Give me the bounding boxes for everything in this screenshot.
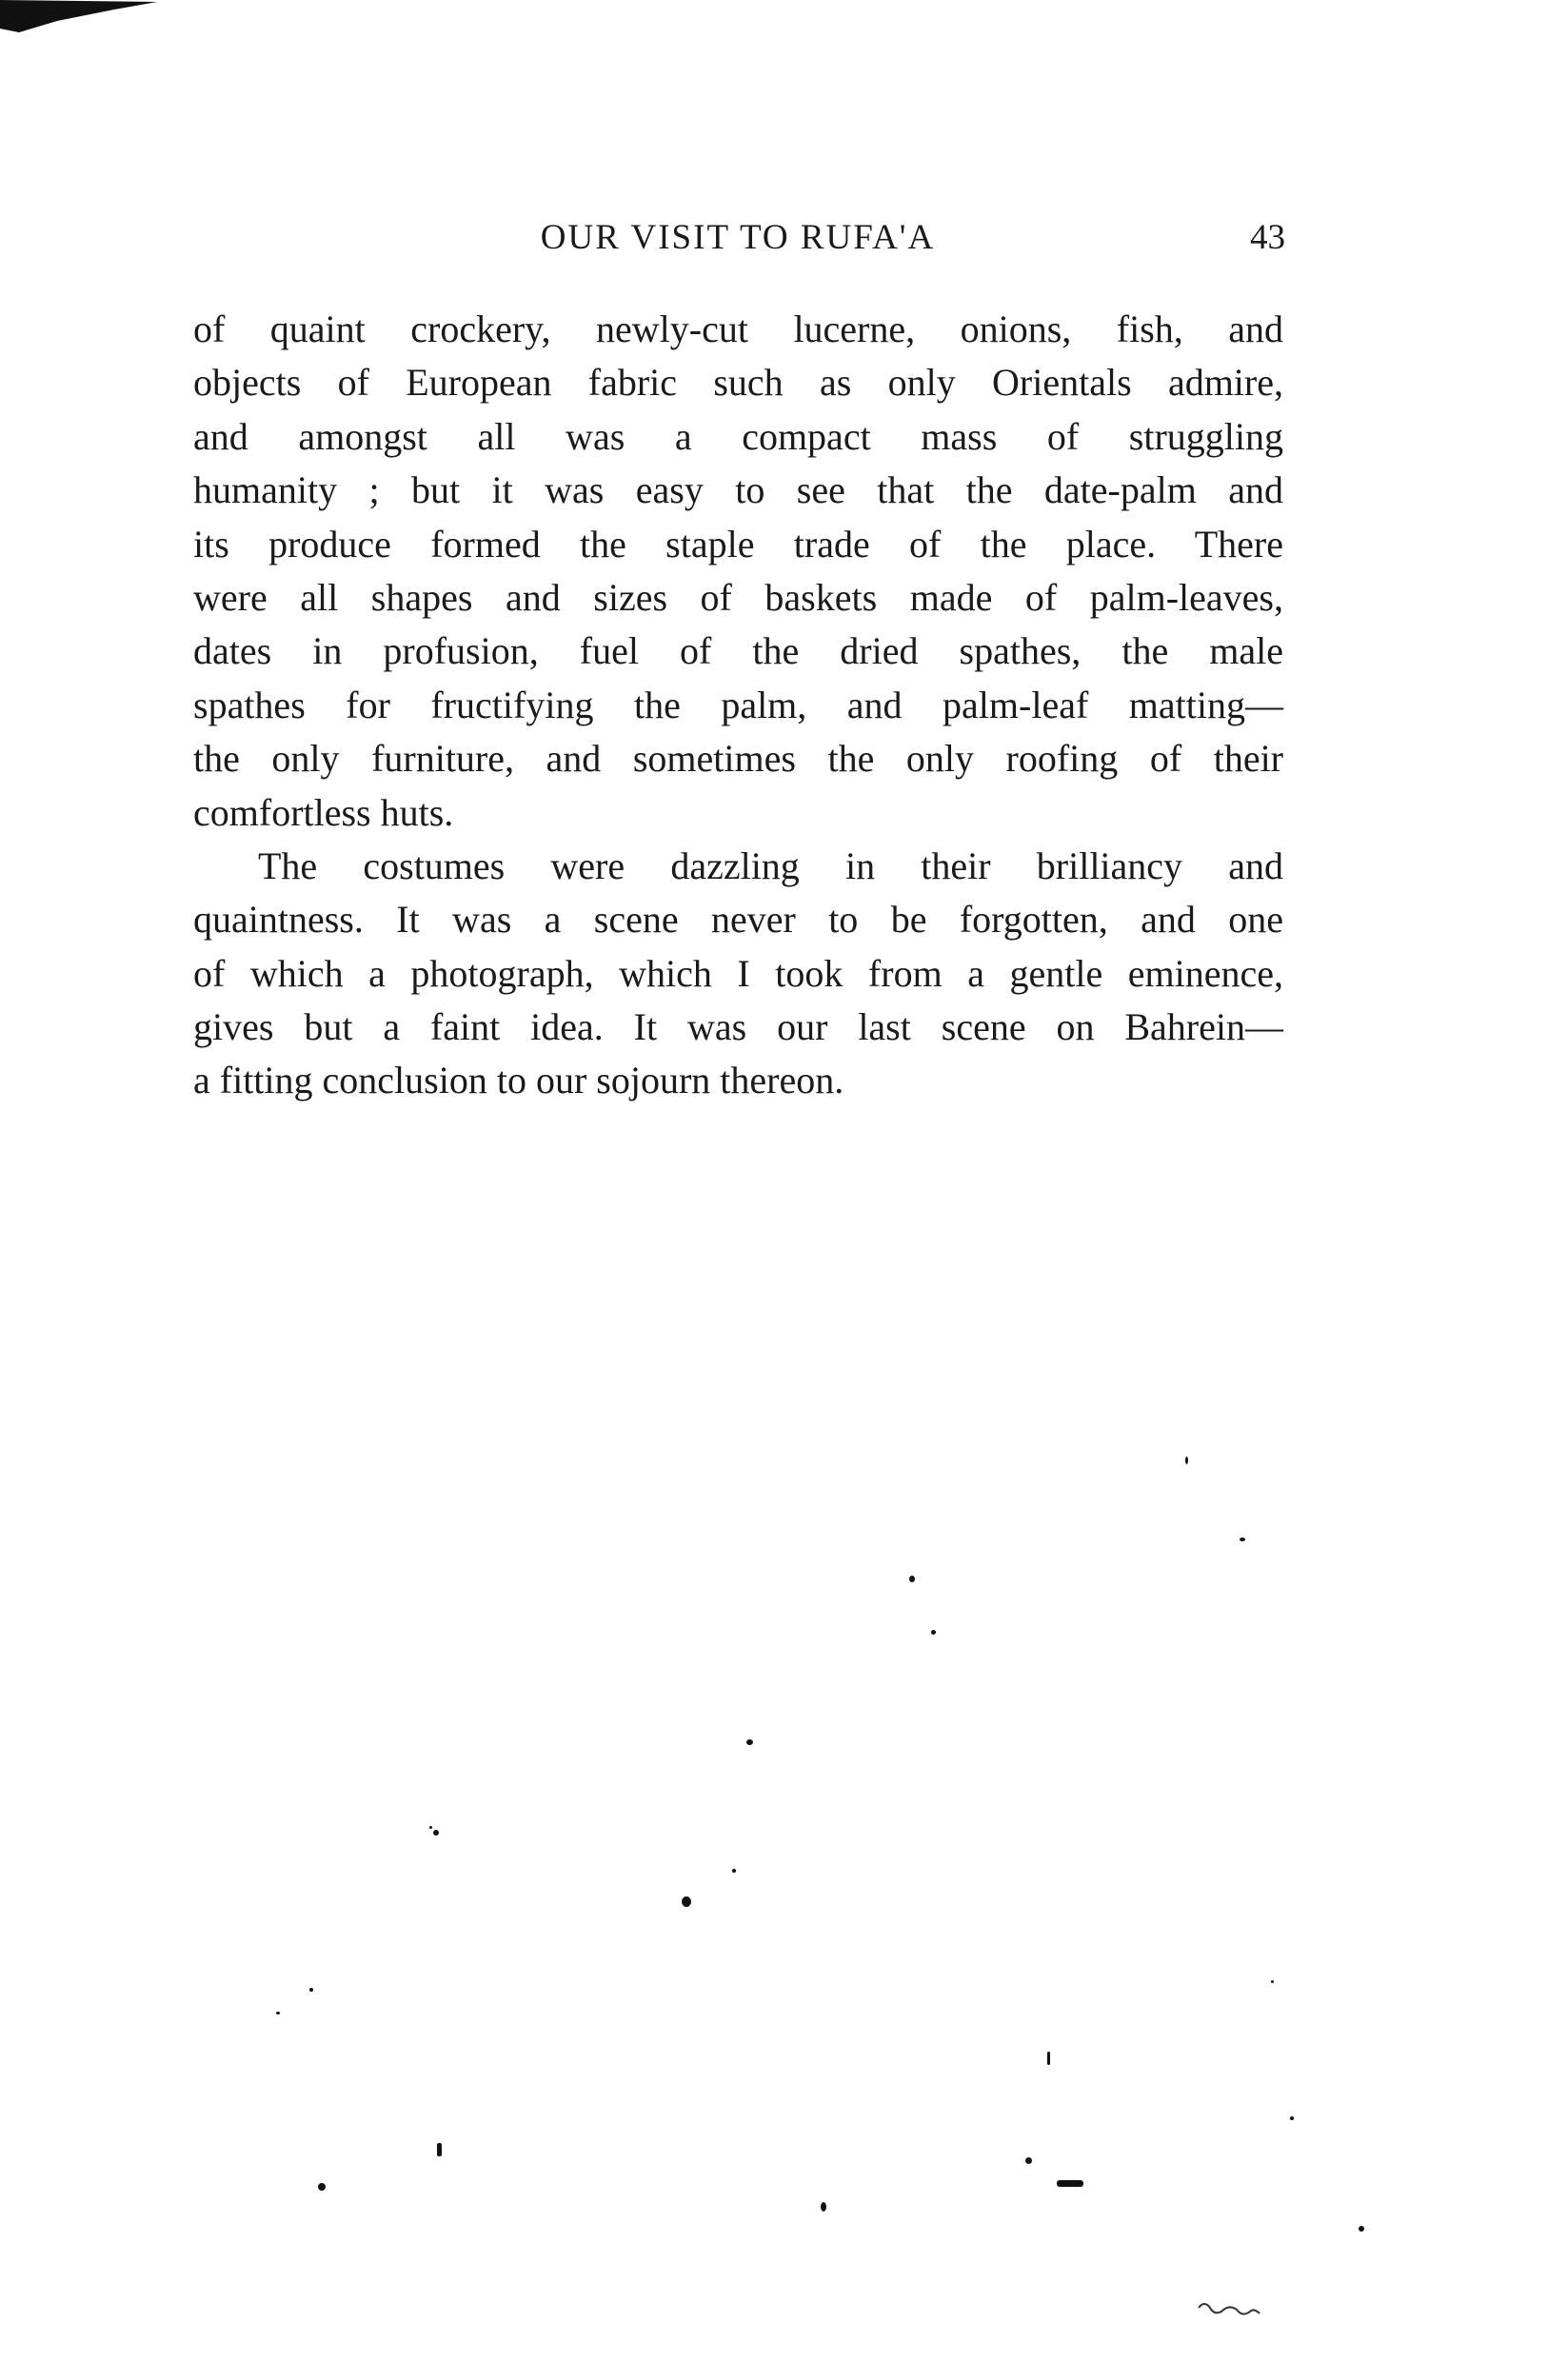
ink-speck bbox=[732, 1869, 736, 1873]
text-line: humanity ; but it was easy to see that the date-palm and bbox=[193, 468, 1283, 512]
text-line: The costumes were dazzling in their brilliancy and bbox=[258, 844, 1283, 887]
page-number: 43 bbox=[1250, 218, 1285, 257]
ink-speck bbox=[909, 1576, 915, 1582]
text-line: objects of European fabric such as only Orientals admire, bbox=[193, 361, 1283, 405]
ink-speck bbox=[1240, 1538, 1245, 1541]
ink-speck bbox=[931, 1630, 936, 1635]
pencil-mark bbox=[1195, 2294, 1271, 2332]
body-text bbox=[193, 303, 1283, 1108]
text-line: comfortless huts. bbox=[193, 790, 454, 834]
ink-speck bbox=[1057, 2180, 1083, 2187]
text-line: gives but a faint idea. It was our last scene on Bahrein— bbox=[193, 1005, 1283, 1049]
text-line: its produce formed the staple trade of the place. There bbox=[193, 522, 1283, 566]
ink-speck bbox=[433, 1830, 439, 1836]
text-line: quaintness. It was a scene never to be forgotten, and one bbox=[193, 898, 1283, 942]
ink-speck bbox=[1271, 1980, 1274, 1983]
ink-speck bbox=[429, 1826, 432, 1829]
text-line: were all shapes and sizes of baskets made of palm-leaves, bbox=[193, 575, 1283, 619]
ink-speck bbox=[746, 1739, 753, 1745]
text-line: of which a photograph, which I took from a gentle eminence, bbox=[193, 951, 1283, 995]
running-title: OUR VISIT TO RUFA'A bbox=[540, 218, 936, 257]
paragraph-2 bbox=[193, 840, 1283, 1108]
text-line: spathes for fructifying the palm, and palm-leaf matting— bbox=[193, 683, 1283, 726]
running-head bbox=[190, 217, 1285, 265]
ink-blot-corner bbox=[0, 0, 162, 38]
ink-speck bbox=[821, 2202, 826, 2212]
ink-speck bbox=[309, 1988, 313, 1992]
ink-speck bbox=[682, 1896, 691, 1907]
ink-speck bbox=[1290, 2116, 1294, 2120]
text-line: of quaint crockery, newly-cut lucerne, onions, fish, and bbox=[193, 308, 1283, 350]
ink-speck bbox=[1047, 2052, 1050, 2065]
text-line: and amongst all was a compact mass of struggling bbox=[193, 414, 1283, 458]
ink-speck bbox=[1025, 2157, 1032, 2164]
ink-speck bbox=[437, 2143, 442, 2156]
text-line: the only furniture, and sometimes the only roofing of their bbox=[193, 737, 1283, 781]
paragraph-1 bbox=[193, 303, 1283, 840]
text-line: dates in profusion, fuel of the dried spathes, the male bbox=[193, 629, 1283, 673]
ink-speck bbox=[1359, 2226, 1364, 2232]
text-line: a fitting conclusion to our sojourn thereon. bbox=[193, 1059, 844, 1102]
ink-speck bbox=[276, 2012, 280, 2015]
ink-speck bbox=[318, 2183, 326, 2191]
ink-speck bbox=[1185, 1457, 1188, 1464]
